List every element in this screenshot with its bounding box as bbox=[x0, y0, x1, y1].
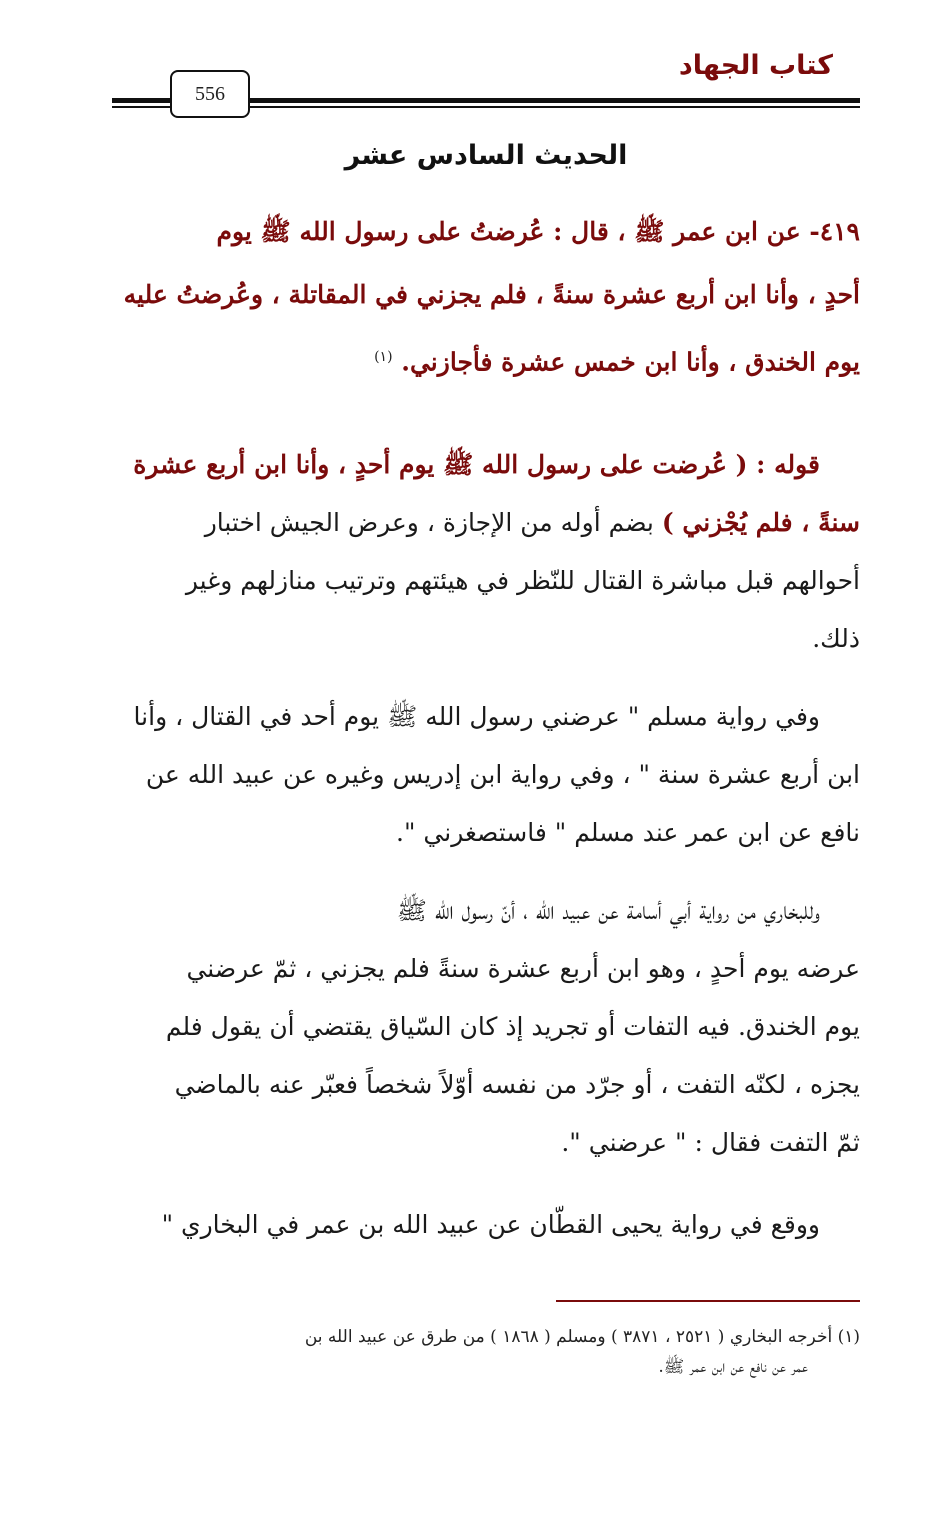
section-heading: الحديث السادس عشر bbox=[344, 140, 628, 171]
commentary-paragraph-4 bbox=[112, 1196, 860, 1254]
commentary-paragraph-1 bbox=[112, 436, 860, 668]
commentary-quote-line-2: سنةً ، فلم يُجْزني ) bbox=[661, 508, 860, 537]
commentary-line-2 bbox=[112, 494, 860, 552]
p2-line-1: وفي رواية مسلم " عرضني رسول الله ﷺ يوم أحد في القتال ، وأنا bbox=[133, 702, 820, 731]
hadith-text bbox=[112, 200, 860, 393]
footnote bbox=[112, 1322, 860, 1382]
p3-line-3: يوم الخندق. فيه التفات أو تجريد إذ كان السّياق يقتضي أن يقول فلم bbox=[165, 1012, 860, 1041]
hadith-line-1: ٤١٩- عن ابن عمر ﷺ ، قال : عُرضتُ على رسول الله ﷺ يوم bbox=[216, 217, 860, 246]
book-title: كتاب الجهاد bbox=[678, 50, 833, 81]
hadith-line-3-text: يوم الخندق ، وأنا ابن خمس عشرة فأجازني. bbox=[401, 347, 860, 377]
commentary-paragraph-2 bbox=[112, 688, 860, 862]
commentary-line-4: ذلك. bbox=[812, 624, 860, 653]
p3-line-2: عرضه يوم أحدٍ ، وهو ابن أربع عشرة سنةً فلم يجزني ، ثمّ عرضني bbox=[186, 954, 860, 983]
commentary-paragraph-3 bbox=[112, 882, 860, 1172]
footnote-reference[interactable]: (١) bbox=[374, 349, 393, 365]
p2-line-3: نافع عن ابن عمر عند مسلم " فاستصغرني ". bbox=[396, 818, 860, 847]
footnote-line-2: عمر عن نافع عن ابن عمر ﷺ. bbox=[658, 1357, 808, 1377]
commentary-line-3: أحوالهم قبل مباشرة القتال للنّظر في هيئتهم وترتيب منازلهم وغير bbox=[185, 566, 860, 595]
commentary-quote-line-1: قوله : ( عُرضت على رسول الله ﷺ يوم أحدٍ ، وأنا ابن أربع عشرة bbox=[133, 450, 820, 479]
p3-line-1: وللبخاري من رواية أبي أسامة عن عبيد الله ، أنّ رسول الله ﷺ bbox=[396, 896, 820, 925]
commentary-line-2-rest: بضم أوله من الإجازة ، وعرض الجيش اختبار bbox=[204, 508, 654, 537]
hadith-line-2: أحدٍ ، وأنا ابن أربع عشرة سنةً ، فلم يجزني في المقاتلة ، وعُرضتُ عليه bbox=[123, 280, 860, 309]
p3-line-4: يجزه ، لكنّه التفت ، أو جرّد من نفسه أوّلاً شخصاً فعبّر عنه بالماضي bbox=[174, 1070, 860, 1099]
hadith-line-3 bbox=[112, 326, 860, 393]
p3-line-5: ثمّ التفت فقال : " عرضني ". bbox=[561, 1128, 860, 1157]
page-number: 556 bbox=[170, 70, 250, 118]
footnote-divider bbox=[556, 1300, 860, 1302]
p2-line-2: ابن أربع عشرة سنة " ، وفي رواية ابن إدريس وغيره عن عبيد الله عن bbox=[145, 760, 860, 789]
footnote-line-1: (١) أخرجه البخاري ( ٢٥٢١ ، ٣٨٧١ ) ومسلم ( ١٨٦٨ ) من طرق عن عبيد الله بن bbox=[304, 1327, 860, 1347]
p4-line-1: ووقع في رواية يحيى القطّان عن عبيد الله بن عمر في البخاري " bbox=[161, 1210, 820, 1239]
